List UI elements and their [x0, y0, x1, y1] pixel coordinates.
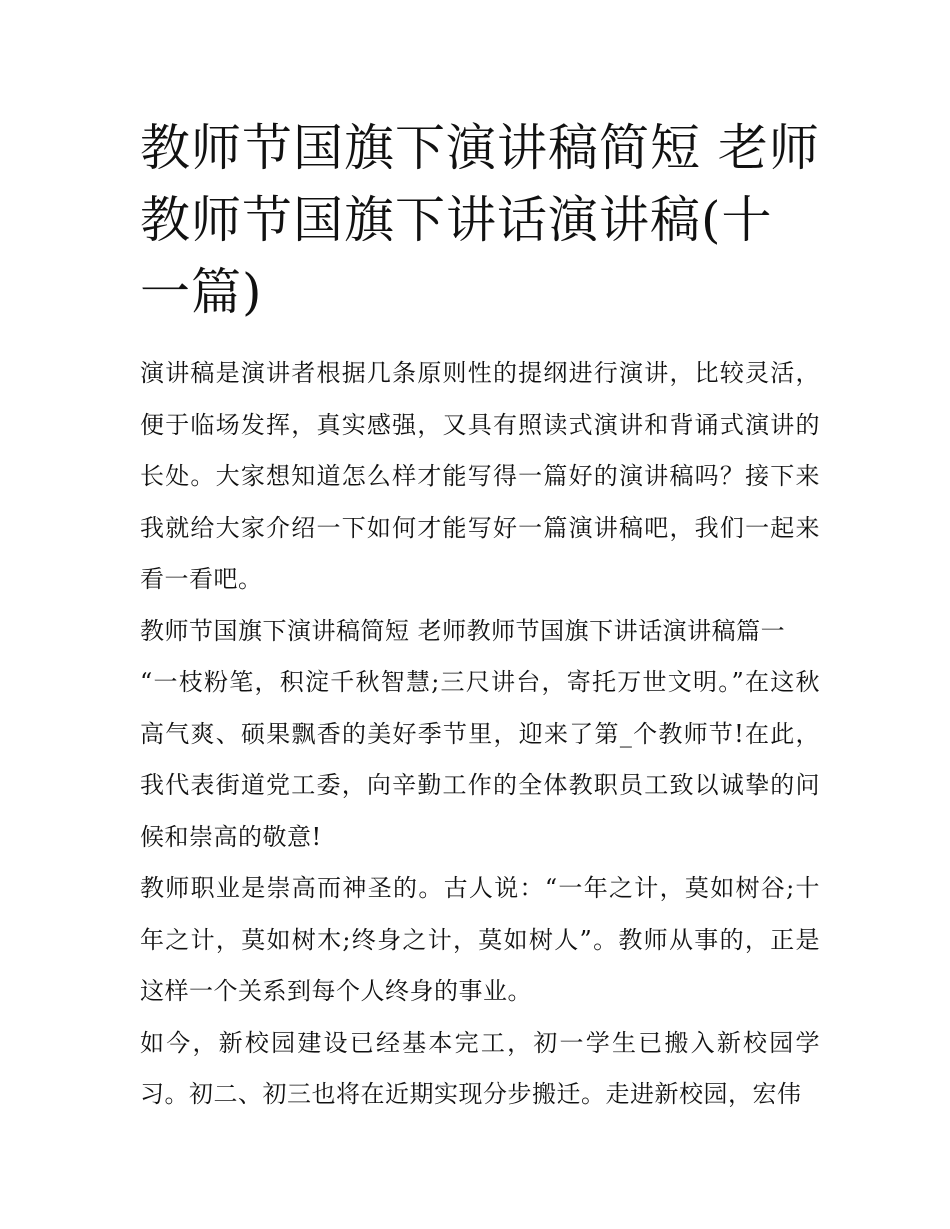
- document-body: [140, 348, 820, 1121]
- document-page: [140, 112, 820, 1121]
- paragraph-profession: 教师职业是崇高而神圣的。古人说：“一年之计，莫如树谷;十年之计，莫如树木;终身之计，莫如树人”。教师从事的，正是这样一个关系到每个人终身的事业。: [140, 874, 820, 1005]
- paragraph-greeting: “一枝粉笔，积淀千秋智慧;三尺讲台，寄托万世文明。”在这秋高气爽、硕果飘香的美好季节里，迎来了第_个教师节!在此，我代表街道党工委，向辛勤工作的全体教职员工致以诚挚的问候和崇高的敬意!: [140, 668, 820, 851]
- paragraph-section-heading: 教师节国旗下演讲稿简短 老师教师节国旗下讲话演讲稿篇一: [140, 616, 786, 645]
- paragraph-intro: 演讲稿是演讲者根据几条原则性的提纲进行演讲，比较灵活，便于临场发挥，真实感强，又具有照读式演讲和背诵式演讲的长处。大家想知道怎么样才能写得一篇好的演讲稿吗？接下来我就给大家介绍一下如何才能写好一篇演讲稿吧，我们一起来看一看吧。: [140, 359, 820, 593]
- paragraph-new-campus: 如今，新校园建设已经基本完工，初一学生已搬入新校园学习。初二、初三也将在近期实现分步搬迁。走进新校园，宏伟: [140, 1028, 820, 1108]
- document-title: 教师节国旗下演讲稿简短 老师教师节国旗下讲话演讲稿(十一篇): [140, 119, 820, 321]
